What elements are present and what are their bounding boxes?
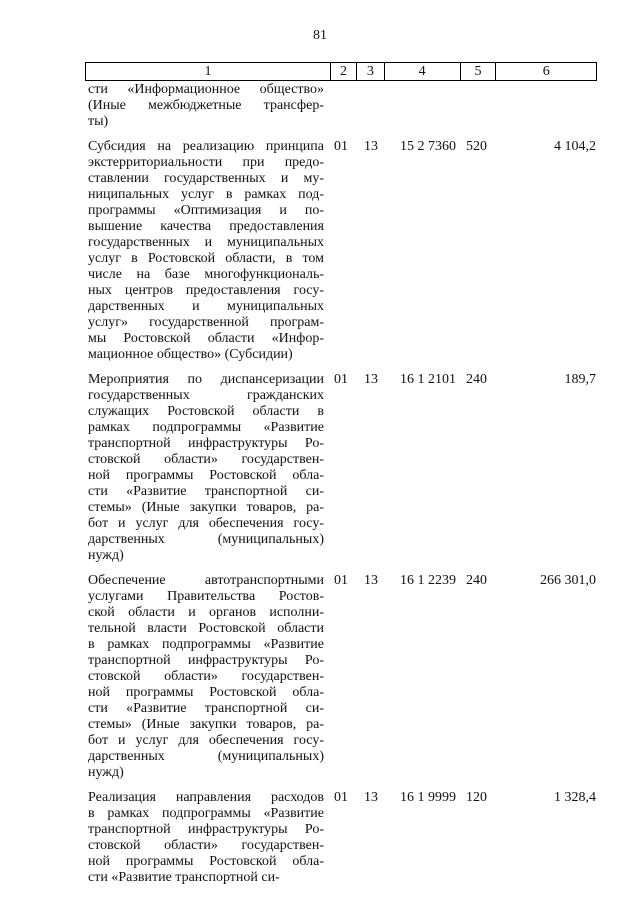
table-row — [88, 372, 598, 564]
description-line: дарственных и муниципальных — [88, 299, 324, 314]
table-row — [88, 82, 598, 130]
expense-type-code: 520 — [466, 139, 487, 154]
description-line: ной программы Ростовской обла- — [88, 685, 324, 700]
table-row — [88, 790, 598, 886]
row-description — [88, 139, 324, 363]
section-code: 01 — [334, 372, 348, 387]
expense-type-code: 120 — [466, 790, 487, 805]
description-line: ты) — [88, 114, 109, 129]
header-col-6: 6 — [542, 63, 550, 79]
description-line: государственных и муниципальных — [88, 235, 324, 250]
description-line: стовской области» государствен- — [88, 838, 324, 853]
subsection-code: 13 — [364, 139, 378, 154]
description-line: Мероприятия по диспансеризации — [88, 372, 324, 387]
description-line: экстерриториальности при предо- — [88, 155, 324, 170]
header-col-2: 2 — [331, 63, 357, 80]
description-line: сти «Развитие транспортной си- — [88, 484, 324, 499]
expense-type-code: 240 — [466, 372, 487, 387]
description-line: Обеспечение автотранспортными — [88, 573, 324, 588]
description-line: программы «Оптимизация и по- — [88, 203, 324, 218]
description-line: в рамках подпрограммы «Развитие — [88, 806, 324, 821]
table-row — [88, 573, 598, 781]
header-col-4: 4 — [385, 63, 461, 80]
description-line: тельной власти Ростовской области — [88, 621, 324, 636]
amount: 266 301,0 — [540, 573, 596, 588]
description-line: ниципальных услуг в рамках под- — [88, 187, 324, 202]
row-description — [88, 82, 324, 130]
subsection-code: 13 — [364, 372, 378, 387]
table-body — [88, 82, 598, 895]
description-line: услуг в Ростовской области, в том — [88, 251, 324, 266]
row-description — [88, 790, 324, 886]
description-line: транспортной инфраструктуры Ро- — [88, 653, 324, 668]
description-line: транспортной инфраструктуры Ро- — [88, 822, 324, 837]
target-article-code: 16 1 2101 — [400, 372, 456, 387]
description-line: транспортной инфраструктуры Ро- — [88, 436, 324, 451]
description-line: ной программы Ростовской обла- — [88, 854, 324, 869]
target-article-code: 16 1 2239 — [400, 573, 456, 588]
page-number: 81 — [313, 28, 327, 43]
table-row — [88, 139, 598, 363]
section-code: 01 — [334, 790, 348, 805]
subsection-code: 13 — [364, 790, 378, 805]
header-col-5: 5 — [461, 63, 497, 80]
description-line: нужд) — [88, 548, 124, 563]
section-code: 01 — [334, 573, 348, 588]
description-line: бот и услуг для обеспечения госу- — [88, 733, 324, 748]
description-line: ской области и органов исполни- — [88, 605, 324, 620]
description-line: ных центров предоставления госу- — [88, 283, 324, 298]
description-line: стовской области» государствен- — [88, 452, 324, 467]
description-line: (Иные межбюджетные трансфер- — [88, 98, 324, 113]
description-line: вышение качества предоставления — [88, 219, 324, 234]
description-line: дарственных (муниципальных) — [88, 532, 324, 547]
description-line: дарственных (муниципальных) — [88, 749, 324, 764]
description-line: ставлении государственных и му- — [88, 171, 324, 186]
description-line: стовской области» государствен- — [88, 669, 324, 684]
description-line: услуг» государственной програм- — [88, 315, 324, 330]
target-article-code: 15 2 7360 — [400, 139, 456, 154]
description-line: служащих Ростовской области в — [88, 404, 324, 419]
description-line: Субсидия на реализацию принципа — [88, 139, 324, 154]
table-header — [85, 62, 597, 81]
description-line: бот и услуг для обеспечения госу- — [88, 516, 324, 531]
description-line: ной программы Ростовской обла- — [88, 468, 324, 483]
description-line: стемы» (Иные закупки товаров, ра- — [88, 717, 324, 732]
expense-type-code: 240 — [466, 573, 487, 588]
description-line: числе на базе многофункциональ- — [88, 267, 324, 282]
description-line: стемы» (Иные закупки товаров, ра- — [88, 500, 324, 515]
row-description — [88, 372, 324, 564]
row-description — [88, 573, 324, 781]
section-code: 01 — [334, 139, 348, 154]
description-line: рамках подпрограммы «Развитие — [88, 420, 324, 435]
amount: 4 104,2 — [554, 139, 596, 154]
header-col-3: 3 — [357, 63, 385, 80]
description-line: Реализация направления расходов — [88, 790, 324, 805]
description-line: мационное общество» (Субсидии) — [88, 347, 293, 362]
description-line: нужд) — [88, 765, 124, 780]
description-line: государственных гражданских — [88, 388, 324, 403]
subsection-code: 13 — [364, 573, 378, 588]
description-line: сти «Развитие транспортной си- — [88, 701, 324, 716]
amount: 189,7 — [564, 372, 596, 387]
header-col-1: 1 — [86, 63, 331, 80]
description-line: услугами Правительства Ростов- — [88, 589, 324, 604]
description-line: мы Ростовской области «Инфор- — [88, 331, 324, 346]
target-article-code: 16 1 9999 — [400, 790, 456, 805]
description-line: сти «Развитие транспортной си- — [88, 870, 280, 885]
amount: 1 328,4 — [554, 790, 596, 805]
description-line: в рамках подпрограммы «Развитие — [88, 637, 324, 652]
description-line: сти «Информационное общество» — [88, 82, 324, 97]
